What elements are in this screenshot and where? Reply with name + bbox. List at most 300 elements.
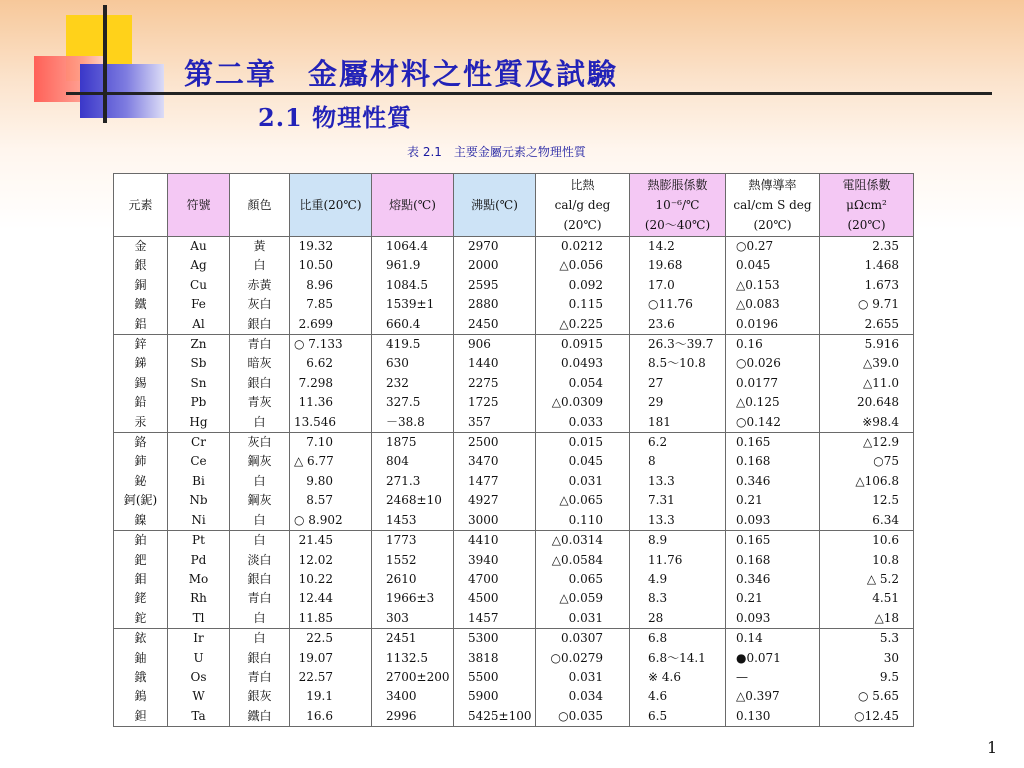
header-symbol	[168, 174, 230, 237]
cell-melting-point: 2700±200	[372, 668, 454, 687]
cell-color: 灰白	[230, 295, 290, 314]
table-row	[114, 551, 914, 570]
table-row	[114, 609, 914, 629]
table-row	[114, 433, 914, 453]
cell-resistivity: 12.5	[820, 491, 914, 510]
header-specific-gravity	[290, 174, 372, 237]
cell-boiling-point: 3470	[454, 452, 536, 471]
cell-resistivity: △11.0	[820, 374, 914, 393]
cell-specific-heat: 0.015	[536, 433, 630, 453]
cell-thermal-conductivity: —	[726, 668, 820, 687]
cell-color: 白	[230, 511, 290, 531]
table-row	[114, 413, 914, 433]
cell-symbol: Ni	[168, 511, 230, 531]
table-row	[114, 668, 914, 687]
cell-melting-point: 630	[372, 354, 454, 373]
cell-resistivity: ※98.4	[820, 413, 914, 433]
cell-specific-heat: 0.0307	[536, 629, 630, 649]
cell-element: 鎢	[114, 687, 168, 706]
cell-specific-gravity: 12.02	[290, 551, 372, 570]
cell-element: 鉑	[114, 531, 168, 551]
cell-resistivity: 2.35	[820, 237, 914, 257]
cell-specific-heat: 0.0212	[536, 237, 630, 257]
cell-thermal-conductivity: △0.083	[726, 295, 820, 314]
cell-melting-point: －38.8	[372, 413, 454, 433]
cell-symbol: Ta	[168, 707, 230, 727]
cell-color: 白	[230, 609, 290, 629]
cell-element: 鎳	[114, 511, 168, 531]
cell-melting-point: 1552	[372, 551, 454, 570]
cell-specific-gravity: 11.85	[290, 609, 372, 629]
cell-color: 黃	[230, 237, 290, 257]
header-resistivity	[820, 174, 914, 237]
cell-thermal-conductivity: 0.045	[726, 256, 820, 275]
cell-resistivity: 6.34	[820, 511, 914, 531]
header-line: (20℃)	[563, 218, 602, 232]
cell-symbol: Rh	[168, 589, 230, 608]
cell-thermal-expansion: 7.31	[630, 491, 726, 510]
cell-melting-point: 3400	[372, 687, 454, 706]
cell-boiling-point: 5500	[454, 668, 536, 687]
cell-specific-heat: △0.225	[536, 315, 630, 335]
cell-specific-heat: 0.031	[536, 609, 630, 629]
cell-specific-gravity: 19.32	[290, 237, 372, 257]
table-row	[114, 335, 914, 355]
cell-thermal-conductivity: 0.165	[726, 531, 820, 551]
cell-thermal-conductivity: 0.346	[726, 570, 820, 589]
cell-thermal-expansion: 14.2	[630, 237, 726, 257]
cell-thermal-conductivity: ○0.026	[726, 354, 820, 373]
cell-specific-heat: △0.0584	[536, 551, 630, 570]
cell-thermal-conductivity: 0.16	[726, 335, 820, 355]
cell-melting-point: 327.5	[372, 393, 454, 412]
cell-specific-gravity: 8.96	[290, 276, 372, 295]
cell-symbol: Ir	[168, 629, 230, 649]
cell-specific-heat: 0.0493	[536, 354, 630, 373]
cell-element: 鉈	[114, 609, 168, 629]
header-line: 比熱	[570, 178, 595, 192]
table-row	[114, 256, 914, 275]
cell-melting-point: 804	[372, 452, 454, 471]
cell-symbol: Ce	[168, 452, 230, 471]
cell-thermal-conductivity: 0.093	[726, 511, 820, 531]
cell-thermal-conductivity: △0.153	[726, 276, 820, 295]
cell-melting-point: 961.9	[372, 256, 454, 275]
cell-specific-gravity: 22.57	[290, 668, 372, 687]
cell-specific-gravity: 8.57	[290, 491, 372, 510]
cell-thermal-expansion: ○11.76	[630, 295, 726, 314]
cell-boiling-point: 1457	[454, 609, 536, 629]
cell-melting-point: 2610	[372, 570, 454, 589]
cell-specific-gravity: 10.50	[290, 256, 372, 275]
cell-specific-heat: 0.110	[536, 511, 630, 531]
cell-melting-point: 1539±1	[372, 295, 454, 314]
cell-symbol: Ag	[168, 256, 230, 275]
cell-symbol: Zn	[168, 335, 230, 355]
cell-element: 汞	[114, 413, 168, 433]
cell-symbol: Au	[168, 237, 230, 257]
table-body	[114, 237, 914, 727]
cell-thermal-conductivity: ○0.27	[726, 237, 820, 257]
cell-melting-point: 2468±10	[372, 491, 454, 510]
cell-element: 鐵	[114, 295, 168, 314]
cell-specific-heat: ○0.035	[536, 707, 630, 727]
cell-thermal-expansion: 17.0	[630, 276, 726, 295]
cell-resistivity: ○ 9.71	[820, 295, 914, 314]
cell-resistivity: 20.648	[820, 393, 914, 412]
table-row	[114, 707, 914, 727]
cell-color: 銀白	[230, 315, 290, 335]
table-row	[114, 491, 914, 510]
table-row	[114, 393, 914, 412]
cell-symbol: Fe	[168, 295, 230, 314]
cell-specific-heat: △0.059	[536, 589, 630, 608]
cell-symbol: U	[168, 649, 230, 668]
cell-specific-gravity: 7.10	[290, 433, 372, 453]
cell-specific-gravity: 10.22	[290, 570, 372, 589]
cell-element: 鋨	[114, 668, 168, 687]
cell-thermal-expansion: 8.5～10.8	[630, 354, 726, 373]
cell-thermal-conductivity: △0.125	[726, 393, 820, 412]
header-line: (20℃)	[847, 218, 886, 232]
slide-title: 第二章 金屬材料之性質及試驗	[184, 57, 619, 91]
cell-specific-heat: 0.031	[536, 668, 630, 687]
cell-color: 鋼灰	[230, 452, 290, 471]
cell-melting-point: 271.3	[372, 472, 454, 491]
cell-specific-gravity: 9.80	[290, 472, 372, 491]
cell-thermal-expansion: 11.76	[630, 551, 726, 570]
header-line: cal/cm S deg	[733, 198, 812, 212]
cell-boiling-point: 1725	[454, 393, 536, 412]
cell-symbol: Pt	[168, 531, 230, 551]
cell-element: 銅	[114, 276, 168, 295]
table-row	[114, 687, 914, 706]
cell-specific-heat: ○0.0279	[536, 649, 630, 668]
cell-boiling-point: 4410	[454, 531, 536, 551]
cell-boiling-point: 3940	[454, 551, 536, 570]
cell-element: 金	[114, 237, 168, 257]
cell-element: 銀	[114, 256, 168, 275]
cell-thermal-conductivity: 0.346	[726, 472, 820, 491]
table-row	[114, 649, 914, 668]
cell-boiling-point: 1477	[454, 472, 536, 491]
header-boiling-point	[454, 174, 536, 237]
cell-specific-gravity: 19.1	[290, 687, 372, 706]
cell-specific-heat: △0.0314	[536, 531, 630, 551]
cell-resistivity: 5.3	[820, 629, 914, 649]
cell-thermal-conductivity: 0.093	[726, 609, 820, 629]
cell-melting-point: 1453	[372, 511, 454, 531]
cell-thermal-conductivity: 0.168	[726, 551, 820, 570]
cell-resistivity: 10.6	[820, 531, 914, 551]
cell-element: 鉭	[114, 707, 168, 727]
header-melting-point	[372, 174, 454, 237]
cell-color: 銀白	[230, 570, 290, 589]
cell-symbol: Sn	[168, 374, 230, 393]
cell-specific-heat: 0.0915	[536, 335, 630, 355]
table-row	[114, 629, 914, 649]
cell-element: 錫	[114, 374, 168, 393]
cell-specific-gravity: △ 6.77	[290, 452, 372, 471]
cell-thermal-conductivity: △0.397	[726, 687, 820, 706]
cell-specific-gravity: 6.62	[290, 354, 372, 373]
cell-boiling-point: 3818	[454, 649, 536, 668]
cell-specific-gravity: 11.36	[290, 393, 372, 412]
cell-melting-point: 232	[372, 374, 454, 393]
page-number: 1	[987, 738, 998, 757]
cell-element: 銥	[114, 629, 168, 649]
cell-resistivity: △39.0	[820, 354, 914, 373]
table-header-row	[114, 174, 914, 237]
cell-specific-gravity: 12.44	[290, 589, 372, 608]
cell-specific-gravity: ○ 7.133	[290, 335, 372, 355]
table-row	[114, 374, 914, 393]
table-row	[114, 315, 914, 335]
cell-symbol: Cu	[168, 276, 230, 295]
cell-thermal-expansion: 6.8～14.1	[630, 649, 726, 668]
cell-element: 鈀	[114, 551, 168, 570]
cell-thermal-conductivity: 0.130	[726, 707, 820, 727]
cell-specific-heat: △0.0309	[536, 393, 630, 412]
cell-thermal-expansion: 6.2	[630, 433, 726, 453]
table-row	[114, 531, 914, 551]
cell-element: 鉻	[114, 433, 168, 453]
cell-resistivity: 10.8	[820, 551, 914, 570]
cell-thermal-expansion: ※ 4.6	[630, 668, 726, 687]
cell-element: 銠	[114, 589, 168, 608]
cell-thermal-conductivity: 0.0196	[726, 315, 820, 335]
header-line: μΩcm²	[846, 198, 887, 212]
cell-resistivity: 2.655	[820, 315, 914, 335]
cell-thermal-expansion: 8.9	[630, 531, 726, 551]
cell-thermal-conductivity: ○0.142	[726, 413, 820, 433]
cell-color: 白	[230, 531, 290, 551]
cell-thermal-expansion: 28	[630, 609, 726, 629]
cell-specific-heat: 0.092	[536, 276, 630, 295]
cell-symbol: Pb	[168, 393, 230, 412]
decor-blue-square	[80, 64, 164, 118]
cell-resistivity: ○75	[820, 452, 914, 471]
cell-symbol: Al	[168, 315, 230, 335]
cell-resistivity: △12.9	[820, 433, 914, 453]
table-row	[114, 276, 914, 295]
cell-color: 銀灰	[230, 687, 290, 706]
cell-thermal-expansion: 4.6	[630, 687, 726, 706]
cell-resistivity: △106.8	[820, 472, 914, 491]
cell-specific-gravity: 7.298	[290, 374, 372, 393]
header-line: 符號	[186, 198, 211, 212]
cell-element: 鋅	[114, 335, 168, 355]
table-row	[114, 452, 914, 471]
header-thermal-expansion	[630, 174, 726, 237]
cell-boiling-point: 4927	[454, 491, 536, 510]
cell-symbol: Mo	[168, 570, 230, 589]
header-line: (20℃)	[753, 218, 792, 232]
cell-boiling-point: 2595	[454, 276, 536, 295]
cell-thermal-expansion: 26.3～39.7	[630, 335, 726, 355]
cell-symbol: Bi	[168, 472, 230, 491]
cell-symbol: Hg	[168, 413, 230, 433]
cell-thermal-expansion: 27	[630, 374, 726, 393]
cell-specific-heat: 0.115	[536, 295, 630, 314]
cell-element: 鋁	[114, 315, 168, 335]
cell-thermal-expansion: 23.6	[630, 315, 726, 335]
cell-boiling-point: 2970	[454, 237, 536, 257]
cell-symbol: Nb	[168, 491, 230, 510]
cell-specific-heat: 0.065	[536, 570, 630, 589]
header-line: 10⁻⁶/℃	[655, 198, 700, 212]
header-line: (20～40℃)	[644, 218, 711, 232]
table-row	[114, 570, 914, 589]
header-color	[230, 174, 290, 237]
table-row	[114, 295, 914, 314]
cell-resistivity: 9.5	[820, 668, 914, 687]
cell-color: 赤黃	[230, 276, 290, 295]
cell-thermal-conductivity: ●0.071	[726, 649, 820, 668]
header-line: 比重(20℃)	[299, 198, 362, 212]
cell-thermal-conductivity: 0.21	[726, 491, 820, 510]
table-row	[114, 354, 914, 373]
cell-symbol: W	[168, 687, 230, 706]
cell-color: 暗灰	[230, 354, 290, 373]
cell-specific-gravity: 16.6	[290, 707, 372, 727]
header-element	[114, 174, 168, 237]
cell-melting-point: 1132.5	[372, 649, 454, 668]
cell-boiling-point: 906	[454, 335, 536, 355]
table-row	[114, 472, 914, 491]
cell-specific-gravity: 2.699	[290, 315, 372, 335]
cell-boiling-point: 2275	[454, 374, 536, 393]
cell-thermal-expansion: 4.9	[630, 570, 726, 589]
table-row	[114, 237, 914, 257]
cell-boiling-point: 357	[454, 413, 536, 433]
cell-color: 青白	[230, 335, 290, 355]
cell-melting-point: 660.4	[372, 315, 454, 335]
cell-boiling-point: 5300	[454, 629, 536, 649]
cell-element: 鈾	[114, 649, 168, 668]
cell-boiling-point: 2000	[454, 256, 536, 275]
cell-boiling-point: 5900	[454, 687, 536, 706]
cell-element: 鈳(鈮)	[114, 491, 168, 510]
cell-boiling-point: 2880	[454, 295, 536, 314]
cell-color: 青白	[230, 668, 290, 687]
cell-resistivity: 1.468	[820, 256, 914, 275]
cell-specific-heat: △0.056	[536, 256, 630, 275]
cell-color: 淡白	[230, 551, 290, 570]
cell-element: 鉛	[114, 393, 168, 412]
cell-thermal-conductivity: 0.0177	[726, 374, 820, 393]
cell-thermal-expansion: 8.3	[630, 589, 726, 608]
cell-color: 青白	[230, 589, 290, 608]
cell-thermal-conductivity: 0.21	[726, 589, 820, 608]
cell-melting-point: 2451	[372, 629, 454, 649]
cell-melting-point: 1064.4	[372, 237, 454, 257]
cell-melting-point: 1875	[372, 433, 454, 453]
cell-melting-point: 1084.5	[372, 276, 454, 295]
cell-resistivity: △18	[820, 609, 914, 629]
cell-specific-heat: △0.065	[536, 491, 630, 510]
cell-color: 白	[230, 472, 290, 491]
cell-resistivity: 4.51	[820, 589, 914, 608]
cell-symbol: Sb	[168, 354, 230, 373]
cell-boiling-point: 5425±100	[454, 707, 536, 727]
cell-element: 鉍	[114, 472, 168, 491]
cell-specific-gravity: 19.07	[290, 649, 372, 668]
cell-thermal-expansion: 6.8	[630, 629, 726, 649]
cell-melting-point: 419.5	[372, 335, 454, 355]
cell-specific-heat: 0.034	[536, 687, 630, 706]
cell-specific-gravity: 13.546	[290, 413, 372, 433]
header-thermal-conductivity	[726, 174, 820, 237]
cell-color: 青灰	[230, 393, 290, 412]
table-row	[114, 511, 914, 531]
cell-symbol: Tl	[168, 609, 230, 629]
cell-melting-point: 303	[372, 609, 454, 629]
header-line: 熱傳導率	[748, 178, 797, 192]
cell-color: 鐵白	[230, 707, 290, 727]
cell-resistivity: ○12.45	[820, 707, 914, 727]
cell-specific-gravity: 21.45	[290, 531, 372, 551]
cell-element: 鈰	[114, 452, 168, 471]
cell-thermal-expansion: 6.5	[630, 707, 726, 727]
cell-specific-heat: 0.031	[536, 472, 630, 491]
header-line: 熔點(℃)	[389, 198, 436, 212]
cell-boiling-point: 2500	[454, 433, 536, 453]
cell-color: 白	[230, 629, 290, 649]
header-line: 電阻係數	[842, 178, 891, 192]
header-line: 顏色	[247, 198, 272, 212]
cell-boiling-point: 3000	[454, 511, 536, 531]
cell-color: 白	[230, 256, 290, 275]
cell-boiling-point: 4500	[454, 589, 536, 608]
cell-melting-point: 1966±3	[372, 589, 454, 608]
cell-resistivity: 5.916	[820, 335, 914, 355]
cell-resistivity: ○ 5.65	[820, 687, 914, 706]
cell-boiling-point: 4700	[454, 570, 536, 589]
cell-symbol: Pd	[168, 551, 230, 570]
header-line: 沸點(℃)	[471, 198, 518, 212]
properties-table	[113, 173, 914, 727]
cell-resistivity: 30	[820, 649, 914, 668]
decor-vertical-line	[103, 5, 107, 123]
cell-color: 銀白	[230, 649, 290, 668]
cell-color: 灰白	[230, 433, 290, 453]
header-line: 熱膨脹係數	[647, 178, 708, 192]
cell-specific-heat: 0.045	[536, 452, 630, 471]
cell-color: 鋼灰	[230, 491, 290, 510]
cell-specific-gravity: 22.5	[290, 629, 372, 649]
slide-subtitle: 2.1 物理性質	[258, 103, 413, 132]
cell-thermal-expansion: 181	[630, 413, 726, 433]
cell-specific-heat: 0.054	[536, 374, 630, 393]
cell-symbol: Cr	[168, 433, 230, 453]
cell-color: 白	[230, 413, 290, 433]
cell-thermal-expansion: 13.3	[630, 472, 726, 491]
cell-melting-point: 1773	[372, 531, 454, 551]
cell-thermal-conductivity: 0.168	[726, 452, 820, 471]
table-caption: 表 2.1 主要金屬元素之物理性質	[407, 145, 586, 159]
cell-thermal-conductivity: 0.165	[726, 433, 820, 453]
cell-thermal-expansion: 29	[630, 393, 726, 412]
cell-thermal-expansion: 19.68	[630, 256, 726, 275]
header-line: cal/g deg	[554, 198, 611, 212]
cell-element: 鉬	[114, 570, 168, 589]
cell-boiling-point: 1440	[454, 354, 536, 373]
cell-symbol: Os	[168, 668, 230, 687]
cell-resistivity: 1.673	[820, 276, 914, 295]
cell-specific-heat: 0.033	[536, 413, 630, 433]
header-specific-heat	[536, 174, 630, 237]
